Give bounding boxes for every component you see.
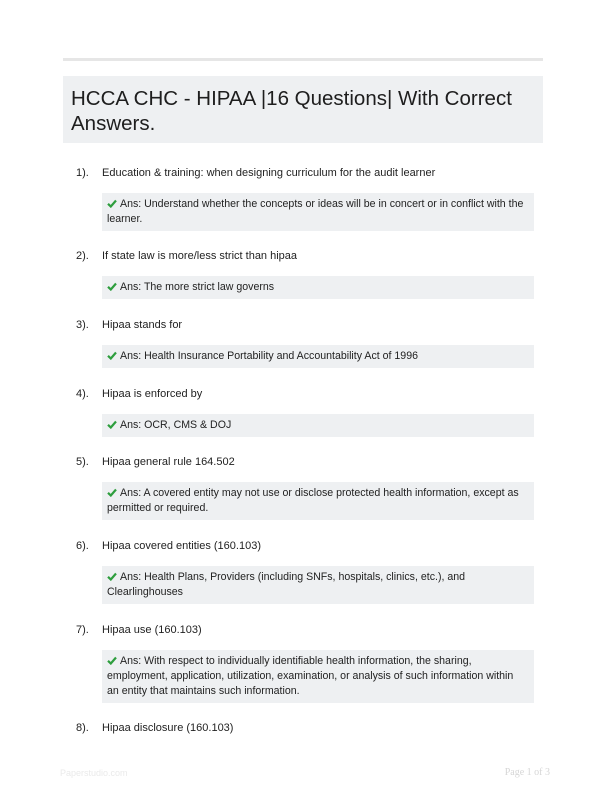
answer-text: Ans: A covered entity may not use or disclose protected health information, except as permitted or required. xyxy=(107,487,519,514)
question-number: 3). xyxy=(76,319,89,331)
answer-text: Ans: With respect to individually identifiable health information, the sharing, employment, application, utilization, examination, or analysis of such information within an entity that maintains such information. xyxy=(107,655,514,697)
question-block-2 xyxy=(0,250,606,293)
question-number: 5). xyxy=(76,456,89,468)
question-number: 8). xyxy=(76,722,89,734)
document-title: HCCA CHC - HIPAA |16 Questions| With Correct Answers. xyxy=(71,87,512,135)
checkmark-icon xyxy=(107,572,117,581)
question-number: 7). xyxy=(76,624,89,636)
answer-text: Ans: Health Plans, Providers (including SNFs, hospitals, clinics, etc.), and Clearlinghouses xyxy=(107,571,466,598)
checkmark-icon xyxy=(107,420,117,429)
answer-box xyxy=(102,566,534,604)
answer-box xyxy=(102,276,534,299)
question-text: Hipaa stands for xyxy=(102,319,183,331)
question-block-4 xyxy=(0,388,606,431)
answer-box xyxy=(102,414,534,437)
answer-text: Ans: OCR, CMS & DOJ xyxy=(120,419,232,431)
question-number: 1). xyxy=(76,167,89,179)
checkmark-icon xyxy=(107,199,117,208)
answer-text: Ans: Health Insurance Portability and Accountability Act of 1996 xyxy=(120,350,418,362)
checkmark-icon xyxy=(107,656,117,665)
question-number: 4). xyxy=(76,388,89,400)
question-text: Hipaa use (160.103) xyxy=(102,624,202,636)
question-block-1 xyxy=(0,167,606,225)
question-text: Hipaa is enforced by xyxy=(102,388,203,400)
answer-box xyxy=(102,650,534,703)
question-text: Hipaa general rule 164.502 xyxy=(102,456,235,468)
answer-text: Ans: The more strict law governs xyxy=(120,281,275,293)
question-number: 2). xyxy=(76,250,89,262)
question-text: Hipaa disclosure (160.103) xyxy=(102,722,234,734)
title-banner xyxy=(63,76,543,143)
checkmark-icon xyxy=(107,351,117,360)
question-block-5 xyxy=(0,456,606,514)
answer-box xyxy=(102,482,534,520)
checkmark-icon xyxy=(107,282,117,291)
question-text: Hipaa covered entities (160.103) xyxy=(102,540,261,552)
question-text: Education & training: when designing curriculum for the audit learner xyxy=(102,167,436,179)
answer-text: Ans: Understand whether the concepts or ideas will be in concert or in conflict with the learner. xyxy=(107,198,524,225)
question-text: If state law is more/less strict than hipaa xyxy=(102,250,298,262)
page-indicator: Page 1 of 3 xyxy=(504,767,550,778)
footer-watermark: Paperstudio.com xyxy=(60,768,128,778)
question-block-8 xyxy=(0,722,606,740)
question-number: 6). xyxy=(76,540,89,552)
checkmark-icon xyxy=(107,488,117,497)
answer-box xyxy=(102,345,534,368)
top-divider xyxy=(63,58,543,61)
answer-box xyxy=(102,193,534,231)
question-block-7 xyxy=(0,624,606,697)
question-block-6 xyxy=(0,540,606,598)
question-block-3 xyxy=(0,319,606,362)
